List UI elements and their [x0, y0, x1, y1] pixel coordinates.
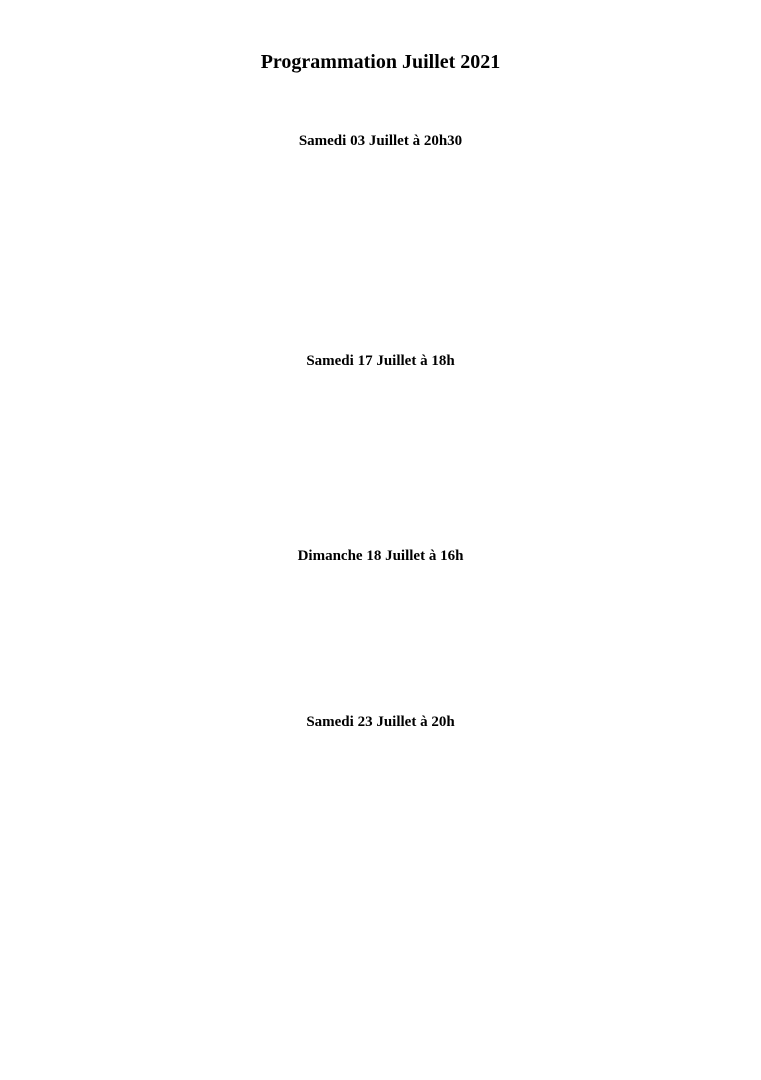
event-age: [0, 293, 761, 319]
event-place: [0, 578, 761, 604]
event-description: [0, 267, 761, 293]
event-block: [0, 339, 761, 513]
event-heading: Samedi 23 Juillet à 20h: [306, 714, 455, 730]
event-description: [0, 461, 761, 487]
event-show: [0, 770, 761, 796]
reservation-info: [0, 914, 761, 935]
event-description: [0, 241, 761, 267]
event-show: [0, 604, 761, 630]
event-description: [0, 630, 761, 656]
event-place: [0, 383, 761, 409]
event-credits: [0, 796, 761, 822]
event-heading: Samedi 03 Juillet à 20h30: [298, 133, 463, 149]
event-credits: [0, 215, 761, 241]
event-place: [0, 744, 761, 770]
event-show: [0, 409, 761, 435]
event-show: [0, 189, 761, 215]
event-age: [0, 487, 761, 513]
upcoming-dates-line: [0, 1000, 761, 1021]
event-heading: Samedi 17 Juillet à 18h: [306, 353, 455, 369]
event-block: [0, 119, 761, 319]
convivial-info: [0, 935, 761, 956]
event-age: [0, 656, 761, 682]
event-description: [0, 848, 761, 874]
price-info: [0, 956, 761, 977]
event-credits: [0, 435, 761, 461]
page-title: Programmation Juillet 2021: [260, 51, 501, 73]
practical-info: [0, 914, 761, 977]
event-description: [0, 822, 761, 848]
upcoming-activities-line: [0, 1021, 761, 1042]
event-block: [0, 534, 761, 682]
event-heading: Dimanche 18 Juillet à 16h: [297, 548, 464, 564]
upcoming-dates: [0, 1000, 761, 1042]
event-block: [0, 700, 761, 900]
event-place: [0, 163, 761, 189]
event-age: [0, 874, 761, 900]
